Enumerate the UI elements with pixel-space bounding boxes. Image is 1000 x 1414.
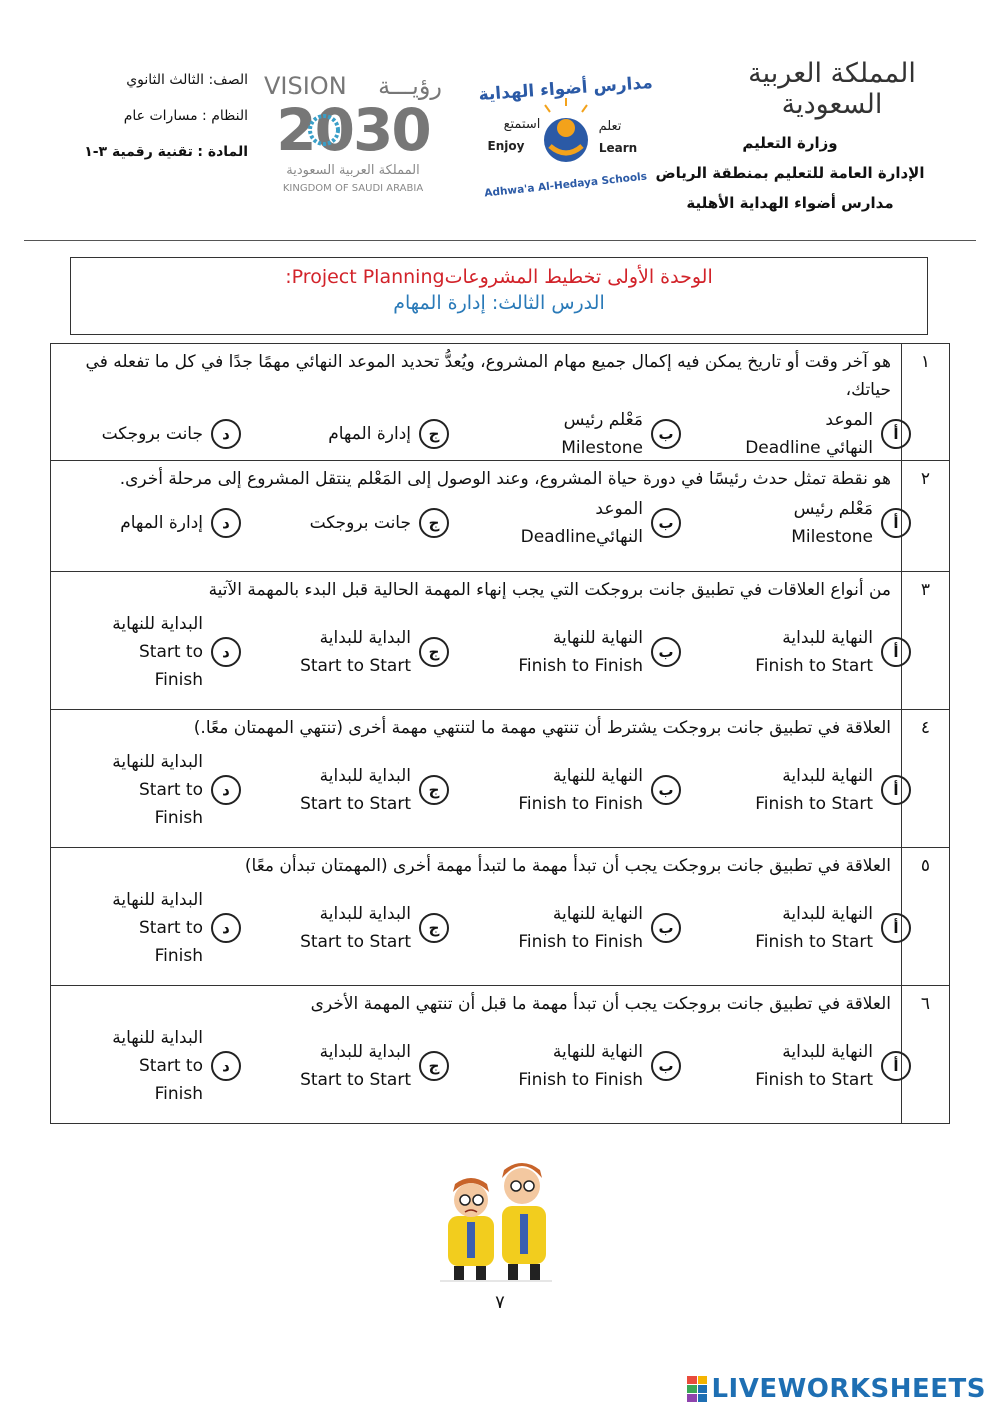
option-letter-circle[interactable]: أ bbox=[881, 775, 911, 805]
option-letter-circle[interactable]: د bbox=[211, 508, 241, 538]
option-label-line: البداية للبداية bbox=[319, 628, 411, 648]
option-letter-circle[interactable]: ج bbox=[419, 913, 449, 943]
answer-option[interactable] bbox=[485, 404, 681, 464]
answer-option[interactable] bbox=[709, 880, 911, 976]
option-letter-circle[interactable]: أ bbox=[881, 508, 911, 538]
question-text: العلاقة في تطبيق جانت بروجكت يجب أن تبدأ مهمة ما قبل أن تنتهي المهمة الأخرى bbox=[310, 994, 891, 1014]
option-label-line: البداية للنهاية bbox=[112, 1028, 203, 1048]
answer-option[interactable] bbox=[709, 742, 911, 838]
option-label-line: البداية للبداية bbox=[319, 1042, 411, 1062]
answer-option[interactable] bbox=[279, 880, 449, 976]
question-row bbox=[51, 710, 949, 848]
ministry-line: وزارة التعليم bbox=[742, 134, 838, 152]
option-label-line: النهائيDeadline bbox=[520, 527, 643, 547]
option-label-line: مَعْلم رئيس bbox=[563, 410, 643, 430]
option-label-line: مَعْلم رئيس bbox=[793, 499, 873, 519]
students-illustration bbox=[436, 1156, 556, 1284]
liveworksheets-brand[interactable] bbox=[687, 1374, 986, 1404]
option-label bbox=[112, 1024, 203, 1108]
answer-option[interactable] bbox=[61, 493, 241, 553]
option-label-line: البداية للنهاية bbox=[112, 614, 203, 634]
option-label-line: Start to Start bbox=[300, 794, 411, 814]
answer-option[interactable] bbox=[61, 880, 241, 976]
option-label bbox=[300, 624, 411, 680]
option-label bbox=[328, 420, 411, 448]
question-text: هو آخر وقت أو تاريخ يمكن فيه إكمال جميع مهام المشروع، ويُعدُّ تحديد الموعد النهائي مهمًا جدًا في كل ما تفعله في حياتك، bbox=[85, 352, 891, 400]
question-number: ٦ bbox=[901, 986, 949, 1123]
option-label-line: Finish to Start bbox=[755, 932, 873, 952]
option-label bbox=[518, 900, 643, 956]
learn-en: Learn bbox=[598, 141, 638, 155]
option-label-line: Start to bbox=[139, 642, 203, 662]
class-info bbox=[70, 62, 248, 170]
option-label bbox=[518, 624, 643, 680]
option-label-line: Milestone bbox=[791, 527, 873, 547]
option-label-line: Finish bbox=[154, 670, 203, 690]
answer-option[interactable] bbox=[279, 1018, 449, 1114]
option-label bbox=[300, 762, 411, 818]
unit-title: الوحدة الأولى تخطيط المشروعاتProject Planning: bbox=[285, 266, 713, 288]
vision-year: 2030 bbox=[276, 96, 430, 164]
option-letter-circle[interactable]: د bbox=[211, 775, 241, 805]
option-label-line: Finish bbox=[154, 946, 203, 966]
option-label bbox=[102, 420, 203, 448]
option-label-line: إدارة المهام bbox=[328, 424, 411, 444]
option-label-line: النهاية للنهاية bbox=[552, 766, 643, 786]
question-number: ٤ bbox=[901, 710, 949, 847]
option-letter-circle[interactable]: ب bbox=[651, 508, 681, 538]
option-label-line: البداية للبداية bbox=[319, 904, 411, 924]
option-label bbox=[518, 762, 643, 818]
enjoy-en: Enjoy bbox=[487, 139, 525, 153]
vision-2030-logo bbox=[262, 66, 444, 196]
option-label bbox=[521, 495, 643, 551]
option-label-line: البداية للنهاية bbox=[112, 752, 203, 772]
question-row bbox=[51, 461, 949, 572]
option-label bbox=[112, 610, 203, 694]
answer-options bbox=[61, 604, 899, 700]
answer-option[interactable] bbox=[485, 742, 681, 838]
answer-option[interactable] bbox=[61, 742, 241, 838]
option-label-line: النهاية للبداية bbox=[782, 1042, 873, 1062]
answer-option[interactable] bbox=[279, 742, 449, 838]
question-number: ١ bbox=[901, 344, 949, 460]
answer-option[interactable] bbox=[485, 880, 681, 976]
question-text: العلاقة في تطبيق جانت بروجكت يجب أن تبدأ مهمة ما لتبدأ مهمة أخرى (المهمتان تبدأن معًا) bbox=[244, 856, 891, 876]
title-box bbox=[70, 257, 928, 335]
option-label-line: Finish to Finish bbox=[518, 1070, 643, 1090]
option-label-line: Finish bbox=[154, 1084, 203, 1104]
option-label-line: النهاية للبداية bbox=[782, 766, 873, 786]
question-row bbox=[51, 848, 949, 986]
option-label bbox=[745, 406, 873, 462]
school-logo bbox=[470, 68, 662, 200]
school-name-en: Adhwa'a Al-Hedaya Schools bbox=[483, 170, 648, 200]
option-label-line: Start to Start bbox=[300, 656, 411, 676]
option-label-line: Finish to Start bbox=[755, 656, 873, 676]
option-label bbox=[300, 900, 411, 956]
option-label bbox=[755, 762, 873, 818]
header-divider bbox=[24, 240, 976, 241]
option-label bbox=[112, 886, 203, 970]
question-number: ٢ bbox=[901, 461, 949, 571]
liveworksheets-icon bbox=[687, 1376, 707, 1402]
option-letter-circle[interactable]: د bbox=[211, 419, 241, 449]
brand-text: LIVEWORKSHEETS bbox=[711, 1374, 986, 1404]
option-letter-circle[interactable]: ب bbox=[651, 775, 681, 805]
option-label bbox=[518, 1038, 643, 1094]
option-label-line: جانت بروجكت bbox=[309, 513, 411, 533]
answer-option[interactable] bbox=[61, 604, 241, 700]
answer-options bbox=[61, 493, 899, 553]
option-label-line: النهاية للبداية bbox=[782, 904, 873, 924]
answer-options bbox=[61, 880, 899, 976]
answer-option[interactable] bbox=[709, 493, 911, 553]
option-label bbox=[755, 1038, 873, 1094]
answer-option[interactable] bbox=[485, 604, 681, 700]
option-letter-circle[interactable]: أ bbox=[881, 1051, 911, 1081]
option-letter-circle[interactable]: ب bbox=[651, 419, 681, 449]
answer-option[interactable] bbox=[485, 493, 681, 553]
option-label bbox=[310, 509, 411, 537]
option-letter-circle[interactable]: ج bbox=[419, 419, 449, 449]
option-label-line: Start to Start bbox=[300, 1070, 411, 1090]
option-label-line: Start to bbox=[139, 1056, 203, 1076]
ministry-line: مدارس أضواء الهداية الأهلية bbox=[686, 194, 894, 212]
vision-ar: رؤيـــة bbox=[378, 72, 442, 100]
option-label-line: Milestone bbox=[561, 438, 643, 458]
lesson-title: الدرس الثالث: إدارة المهام bbox=[393, 292, 605, 314]
option-letter-circle[interactable]: ب bbox=[651, 1051, 681, 1081]
answer-options bbox=[61, 404, 899, 464]
option-label-line: Start to Start bbox=[300, 932, 411, 952]
question-number: ٥ bbox=[901, 848, 949, 985]
school-name-ar: مدارس أضواء الهداية bbox=[477, 72, 654, 106]
option-letter-circle[interactable]: ج bbox=[419, 508, 449, 538]
option-label-line: النهاية للنهاية bbox=[552, 1042, 643, 1062]
option-label bbox=[120, 509, 203, 537]
info-grade: الصف: الثالث الثانوي bbox=[126, 72, 248, 88]
option-label-line: Finish to Finish bbox=[518, 656, 643, 676]
answer-option[interactable] bbox=[709, 604, 911, 700]
option-label-line: Finish to Start bbox=[755, 1070, 873, 1090]
option-letter-circle[interactable]: ب bbox=[651, 913, 681, 943]
enjoy-ar: استمتع bbox=[503, 117, 541, 132]
answer-option[interactable] bbox=[279, 404, 449, 464]
option-letter-circle[interactable]: ج bbox=[419, 637, 449, 667]
info-system: النظام : مسارات عام bbox=[123, 108, 248, 124]
option-letter-circle[interactable]: أ bbox=[881, 913, 911, 943]
option-label-line: Start to bbox=[139, 918, 203, 938]
option-label bbox=[755, 900, 873, 956]
option-label-line: النهاية للنهاية bbox=[552, 628, 643, 648]
option-label-line: النهاية للنهاية bbox=[552, 904, 643, 924]
option-label-line: البداية للبداية bbox=[319, 766, 411, 786]
vision-kingdom-ar: المملكة العربية السعودية bbox=[286, 163, 420, 178]
question-text: العلاقة في تطبيق جانت بروجكت يشترط أن تنتهي مهمة ما لتنتهي مهمة أخرى (تنتهي المهمتان معًا.) bbox=[193, 718, 891, 738]
option-label-line: جانت بروجكت bbox=[101, 424, 203, 444]
option-letter-circle[interactable]: د bbox=[211, 637, 241, 667]
option-letter-circle[interactable]: د bbox=[211, 913, 241, 943]
option-label bbox=[791, 495, 873, 551]
option-label-line: Finish bbox=[154, 808, 203, 828]
ministry-line: الإدارة العامة للتعليم بمنطقة الرياض bbox=[655, 164, 925, 182]
vision-en: VISION bbox=[264, 72, 347, 100]
page-number: ٧ bbox=[495, 1292, 505, 1313]
option-letter-circle[interactable]: د bbox=[211, 1051, 241, 1081]
option-label-line: الموعد bbox=[825, 410, 873, 430]
question-row bbox=[51, 572, 949, 710]
kingdom-calligraphy-logo: المملكة العربية السعودية bbox=[748, 58, 916, 120]
option-label-line: Start to bbox=[139, 780, 203, 800]
option-label-line: Finish to Start bbox=[755, 794, 873, 814]
answer-option[interactable] bbox=[279, 604, 449, 700]
question-text: هو نقطة تمثل حدث رئيسًا في دورة حياة المشروع، وعند الوصول إلى المَعْلم ينتقل المشروع إلى مرحلة أخرى. bbox=[119, 469, 891, 489]
option-letter-circle[interactable]: ب bbox=[651, 637, 681, 667]
answer-option[interactable] bbox=[709, 1018, 911, 1114]
answer-option[interactable] bbox=[709, 404, 911, 464]
answer-option[interactable] bbox=[61, 404, 241, 464]
option-label-line: الموعد bbox=[595, 499, 643, 519]
option-label-line: البداية للنهاية bbox=[112, 890, 203, 910]
option-letter-circle[interactable]: أ bbox=[881, 419, 911, 449]
option-label-line: النهاية للبداية bbox=[782, 628, 873, 648]
option-label-line: النهائي Deadline bbox=[745, 438, 873, 458]
learn-ar: تعلم bbox=[598, 119, 622, 134]
option-label bbox=[112, 748, 203, 832]
option-letter-circle[interactable]: ج bbox=[419, 775, 449, 805]
question-text: من أنواع العلاقات في تطبيق جانت بروجكت التي يجب إنهاء المهمة الحالية قبل البدء بالمهمة الآتية bbox=[208, 580, 891, 600]
option-letter-circle[interactable]: أ bbox=[881, 637, 911, 667]
question-row bbox=[51, 986, 949, 1124]
option-letter-circle[interactable]: ج bbox=[419, 1051, 449, 1081]
questions-table bbox=[50, 343, 950, 1124]
answer-option[interactable] bbox=[279, 493, 449, 553]
question-row bbox=[51, 344, 949, 461]
answer-options bbox=[61, 742, 899, 838]
option-label-line: Finish to Finish bbox=[518, 932, 643, 952]
answer-option[interactable] bbox=[61, 1018, 241, 1114]
answer-options bbox=[61, 1018, 899, 1114]
option-label-line: إدارة المهام bbox=[120, 513, 203, 533]
option-label bbox=[561, 406, 643, 462]
ministry-header bbox=[640, 128, 940, 218]
option-label bbox=[755, 624, 873, 680]
info-subject: المادة : تقنية رقمية ٣-١ bbox=[84, 144, 248, 160]
option-label-line: Finish to Finish bbox=[518, 794, 643, 814]
answer-option[interactable] bbox=[485, 1018, 681, 1114]
option-label bbox=[300, 1038, 411, 1094]
vision-kingdom-en: KINGDOM OF SAUDI ARABIA bbox=[282, 183, 424, 194]
question-number: ٣ bbox=[901, 572, 949, 709]
